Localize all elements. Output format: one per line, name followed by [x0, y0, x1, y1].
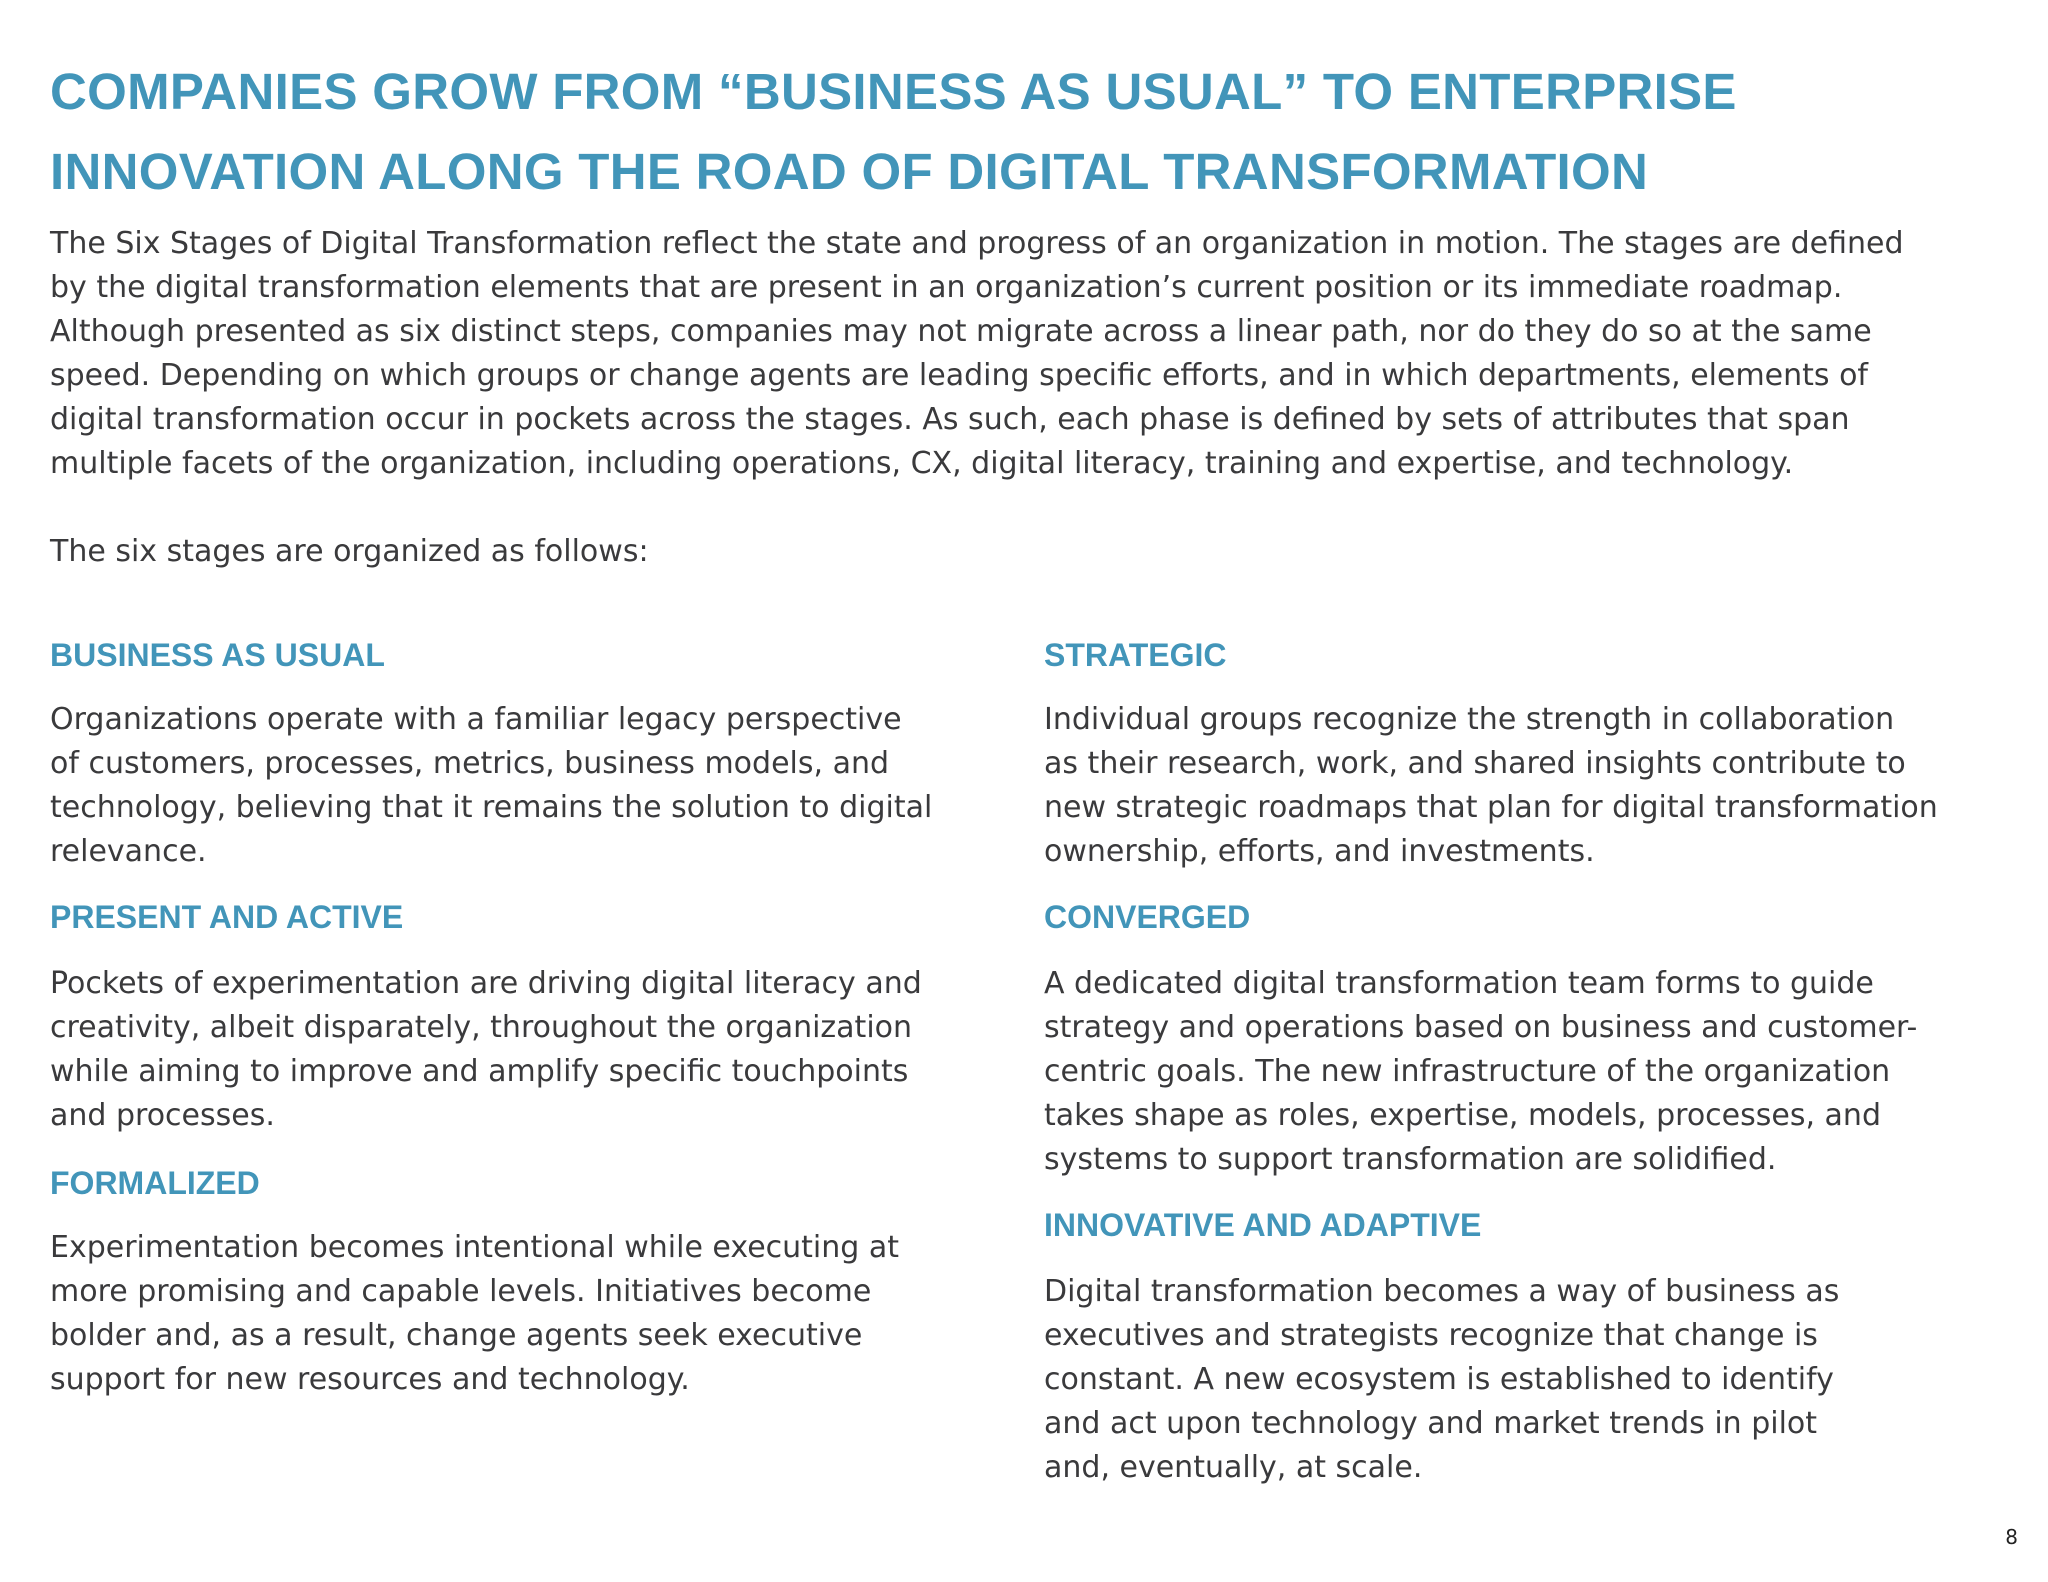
intro-line: speed. Depending on which groups or change agents are leading specific efforts, and in which departments, elements of [50, 358, 1868, 393]
stage-description-line: strategy and operations based on business and customer- [1044, 1010, 1918, 1045]
intro-line: digital transformation occur in pockets across the stages. As such, each phase is defined by sets of attributes that span [50, 402, 1850, 437]
page-title [50, 52, 1990, 212]
stage-description-line: takes shape as roles, expertise, models, processes, and [1044, 1098, 1881, 1133]
stage-description-line: ownership, efforts, and investments. [1044, 834, 1595, 869]
stage-description-line: support for new resources and technology. [50, 1362, 690, 1397]
stage-description-line: and, eventually, at scale. [1044, 1450, 1423, 1485]
stage-heading-formalized: FORMALIZED [50, 1165, 260, 1201]
page-title-line: INNOVATION ALONG THE ROAD OF DIGITAL TRANSFORMATION [50, 143, 1649, 200]
stage-description-line: A dedicated digital transformation team forms to guide [1044, 966, 1874, 1001]
intro-line: multiple facets of the organization, including operations, CX, digital literacy, training and expertise, and technology. [50, 446, 1794, 481]
stage-description-line: Digital transformation becomes a way of business as [1044, 1274, 1840, 1309]
intro-line: The Six Stages of Digital Transformation reflect the state and progress of an organization in motion. The stages are defined [50, 226, 1904, 261]
stage-description-line: creativity, albeit disparately, throughout the organization [50, 1010, 913, 1045]
stage-description-converged [1044, 962, 2004, 1182]
stage-description-line: and act upon technology and market trends in pilot [1044, 1406, 1818, 1441]
stage-description-line: constant. A new ecosystem is established to identify [1044, 1362, 1834, 1397]
stage-description-innovative-and-adaptive [1044, 1270, 2004, 1490]
stage-description-line: as their research, work, and shared insights contribute to [1044, 746, 1906, 781]
stage-description-strategic [1044, 698, 2004, 874]
stage-heading-converged: CONVERGED [1044, 899, 1251, 935]
stage-description-line: relevance. [50, 834, 207, 869]
page-number: 8 [2005, 1525, 2018, 1549]
stage-description-line: more promising and capable levels. Initiatives become [50, 1274, 872, 1309]
stage-description-line: while aiming to improve and amplify specific touchpoints [50, 1054, 909, 1089]
stage-description-line: Organizations operate with a familiar legacy perspective [50, 702, 902, 737]
stages-lead-text: The six stages are organized as follows: [50, 534, 649, 569]
stage-description-formalized [50, 1226, 1010, 1402]
stage-description-line: executives and strategists recognize that change is [1044, 1318, 1818, 1353]
stage-description-line: systems to support transformation are solidified. [1044, 1142, 1777, 1177]
stage-description-line: of customers, processes, metrics, business models, and [50, 746, 890, 781]
stage-heading-strategic: STRATEGIC [1044, 637, 1227, 673]
stage-description-present-and-active [50, 962, 1010, 1138]
stage-description-line: technology, believing that it remains the solution to digital [50, 790, 933, 825]
stage-description-line: bolder and, as a result, change agents seek executive [50, 1318, 863, 1353]
stage-description-line: and processes. [50, 1098, 275, 1133]
stage-description-line: Experimentation becomes intentional while executing at [50, 1230, 899, 1265]
intro-line: by the digital transformation elements that are present in an organization’s current position or its immediate roadmap. [50, 270, 1843, 305]
intro-line: Although presented as six distinct steps, companies may not migrate across a linear path, nor do they do so at the same [50, 314, 1872, 349]
stage-heading-innovative-and-adaptive: INNOVATIVE AND ADAPTIVE [1044, 1207, 1482, 1243]
stage-description-line: Pockets of experimentation are driving digital literacy and [50, 966, 922, 1001]
stage-description-line: Individual groups recognize the strength in collaboration [1044, 702, 1895, 737]
intro-paragraph [50, 222, 1990, 486]
stage-heading-business-as-usual: BUSINESS AS USUAL [50, 637, 385, 673]
stage-heading-present-and-active: PRESENT AND ACTIVE [50, 899, 404, 935]
page-title-line: COMPANIES GROW FROM “BUSINESS AS USUAL” TO ENTERPRISE [50, 63, 1737, 120]
stage-description-business-as-usual [50, 698, 1010, 874]
stage-description-line: centric goals. The new infrastructure of the organization [1044, 1054, 1891, 1089]
stage-description-line: new strategic roadmaps that plan for digital transformation [1044, 790, 1938, 825]
